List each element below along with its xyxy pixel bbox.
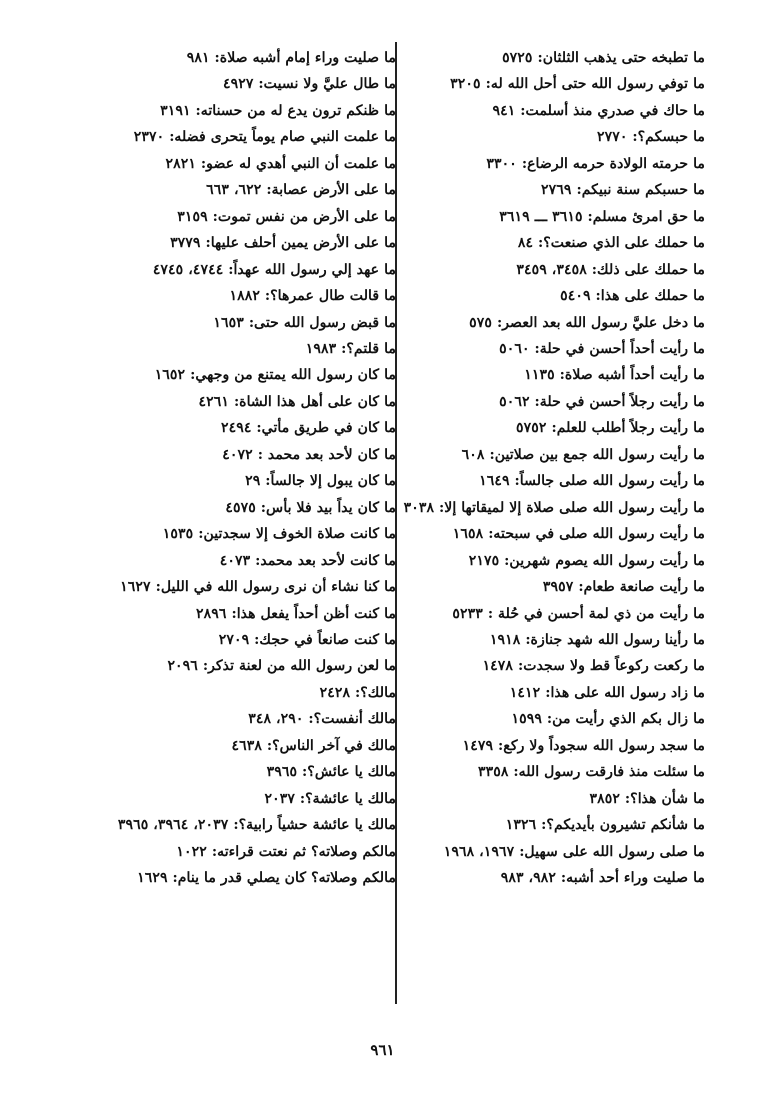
index-entry: ما علمت أن النبي أهدي له عضو: ٢٨٢١ bbox=[165, 155, 396, 172]
index-entry: ما كانت صلاة الخوف إلا سجدتين: ١٥٣٥ bbox=[162, 526, 396, 543]
index-entry: ما رأيت صانعة طعام: ٣٩٥٧ bbox=[542, 579, 705, 596]
index-entry: ما حاك في صدري منذ أسلمت: ٩٤١ bbox=[492, 102, 705, 119]
index-column-left bbox=[111, 45, 396, 892]
index-entry: ما على الأرض من نفس تموت: ٣١٥٩ bbox=[177, 208, 396, 225]
index-entry: ما رأيت أحداً أحسن في حلة: ٥٠٦٠ bbox=[499, 340, 705, 357]
index-entry: ما حملك على هذا: ٥٤٠٩ bbox=[560, 288, 705, 305]
index-entry: ما علمت النبي صام يوماً يتحرى فضله: ٢٣٧٠ bbox=[133, 129, 396, 146]
index-entry: ما عهد إلي رسول الله عهداً: ٤٧٤٤، ٤٧٤٥ bbox=[152, 261, 396, 278]
index-entry: ما زاد رسول الله على هذا: ١٤١٢ bbox=[509, 684, 705, 701]
index-entry: ما كنت أظن أحداً يفعل هذا: ٢٨٩٦ bbox=[196, 605, 396, 622]
index-entry: ما رأيت رسول الله صلى صلاة إلا لميقاتها إلا: ٣٠٣٨ bbox=[403, 499, 705, 516]
index-entry: ما قبض رسول الله حتى: ١٦٥٣ bbox=[213, 314, 396, 331]
index-entry: ما طال عليَّ ولا نسيت: ٤٩٢٧ bbox=[222, 76, 396, 93]
index-entry: ما كنت صانعاً في حجك: ٢٧٠٩ bbox=[218, 631, 396, 648]
index-entry: ما سجد رسول الله سجوداً ولا ركع: ١٤٧٩ bbox=[462, 737, 705, 754]
index-entry: مالكم وصلاته؟ كان يصلي قدر ما ينام: ١٦٢٩ bbox=[137, 870, 396, 887]
index-entry: مالك أنفست؟: ٢٩٠، ٣٤٨ bbox=[248, 711, 396, 728]
index-entry: ما كنا نشاء أن نرى رسول الله في الليل: ١٦٢٧ bbox=[120, 579, 396, 596]
index-entry: ما توفي رسول الله حتى أحل الله له: ٣٢٠٥ bbox=[450, 76, 705, 93]
index-entry: ما لعن رسول الله من لعنة تذكر: ٢٠٩٦ bbox=[167, 658, 396, 675]
index-entry: ما كان يبول إلا جالساً: ٢٩ bbox=[245, 473, 396, 490]
index-entry: ما رأيت من ذي لمة أحسن في حُلة : ٥٢٣٣ bbox=[452, 605, 705, 622]
index-entry: ما شأن هذا؟: ٣٨٥٢ bbox=[589, 790, 705, 807]
index-entry: ما كان رسول الله يمتنع من وجهي: ١٦٥٢ bbox=[154, 367, 396, 384]
index-entry: ما رأيت رجلاً أطلب للعلم: ٥٧٥٢ bbox=[516, 420, 705, 437]
index-entry: ما كانت لأحد بعد محمد: ٤٠٧٣ bbox=[219, 552, 396, 569]
index-entry: مالك يا عائش؟: ٣٩٦٥ bbox=[266, 764, 396, 781]
index-entry: ما حرمته الولادة حرمه الرضاع: ٣٣٠٠ bbox=[486, 155, 705, 172]
index-entry: ما حق امرئ مسلم: ٣٦١٥ ـــ ٣٦١٩ bbox=[499, 208, 705, 225]
index-entry: ما رأينا رسول الله شهد جنازة: ١٩١٨ bbox=[489, 631, 705, 648]
index-entry: ما حملك على الذي صنعت؟: ٨٤ bbox=[517, 235, 705, 252]
index-entry: ما قلتم؟: ١٩٨٣ bbox=[305, 340, 396, 357]
index-entry: ما رأيت رجلاً أحسن في حلة: ٥٠٦٢ bbox=[499, 393, 705, 410]
index-entry: ما رأيت رسول الله جمع بين صلاتين: ٦٠٨ bbox=[461, 446, 705, 463]
index-entry: ما زال بكم الذي رأيت من: ١٥٩٩ bbox=[511, 711, 705, 728]
index-entry: ما كان على أهل هذا الشاة: ٤٢٦١ bbox=[198, 393, 396, 410]
index-entry: مالكم وصلاته؟ ثم نعتت قراءته: ١٠٢٢ bbox=[176, 843, 396, 860]
index-entry: مالك يا عائشة حشياً رابية؟: ٢٠٣٧، ٣٩٦٤، ٣٩٦٥ bbox=[117, 817, 396, 834]
index-entry: ما كان لأحد بعد محمد : ٤٠٧٢ bbox=[222, 446, 396, 463]
page-number: ٩٦١ bbox=[370, 1041, 395, 1059]
index-entry: ما تطبخه حتى يذهب الثلثان: ٥٧٢٥ bbox=[502, 50, 705, 66]
index-entry: ما على الأرض يمين أحلف عليها: ٣٧٧٩ bbox=[170, 235, 396, 252]
index-entry: ما كان يداً بيد فلا بأس: ٤٥٧٥ bbox=[225, 499, 396, 516]
index-entry: ما شأنكم تشيرون بأيديكم؟: ١٣٢٦ bbox=[505, 817, 705, 834]
index-entry: ما صليت وراء إمام أشبه صلاة: ٩٨١ bbox=[186, 50, 396, 66]
index-entry: ما كان في طريق مأتي: ٢٤٩٤ bbox=[220, 420, 396, 437]
index-entry: ما رأيت أحداً أشبه صلاة: ١١٣٥ bbox=[524, 367, 705, 384]
index-entry: ما قالت طال عمرها؟: ١٨٨٢ bbox=[229, 288, 396, 305]
index-entry: ما على الأرض عصابة: ٦٢٢، ٦٦٣ bbox=[206, 182, 396, 199]
index-entry: ما صليت وراء أحد أشبه: ٩٨٢، ٩٨٣ bbox=[500, 870, 705, 887]
index-entry: مالك في آخر الناس؟: ٤٦٣٨ bbox=[231, 737, 396, 754]
index-entry: ما حسبكم سنة نبيكم: ٢٧٦٩ bbox=[541, 182, 705, 199]
index-entry: ما حبسكم؟: ٢٧٧٠ bbox=[596, 129, 705, 146]
index-entry: ما دخل عليَّ رسول الله بعد العصر: ٥٧٥ bbox=[469, 314, 705, 331]
index-entry: ما سئلت منذ فارقت رسول الله: ٣٣٥٨ bbox=[477, 764, 705, 781]
index-entry: ما صلى رسول الله على سهيل: ١٩٦٧، ١٩٦٨ bbox=[443, 843, 705, 860]
index-entry: ما ظنكم ترون يدع له من حسناته: ٣١٩١ bbox=[160, 102, 396, 119]
index-entry: ما رأيت رسول الله صلى جالساً: ١٦٤٩ bbox=[479, 473, 705, 490]
index-entry: ما رأيت رسول الله يصوم شهرين: ٢١٧٥ bbox=[468, 552, 705, 569]
index-entry: ما رأيت رسول الله صلى في سبحته: ١٦٥٨ bbox=[452, 526, 705, 543]
index-entry: مالك يا عائشة؟: ٢٠٣٧ bbox=[264, 790, 396, 807]
index-entry: ما حملك على ذلك: ٣٤٥٨، ٣٤٥٩ bbox=[516, 261, 705, 278]
index-column-right bbox=[395, 45, 705, 892]
index-entry: ما ركعت ركوعاً قط ولا سجدت: ١٤٧٨ bbox=[482, 658, 705, 675]
index-entry: مالك؟: ٢٤٢٨ bbox=[319, 684, 396, 701]
